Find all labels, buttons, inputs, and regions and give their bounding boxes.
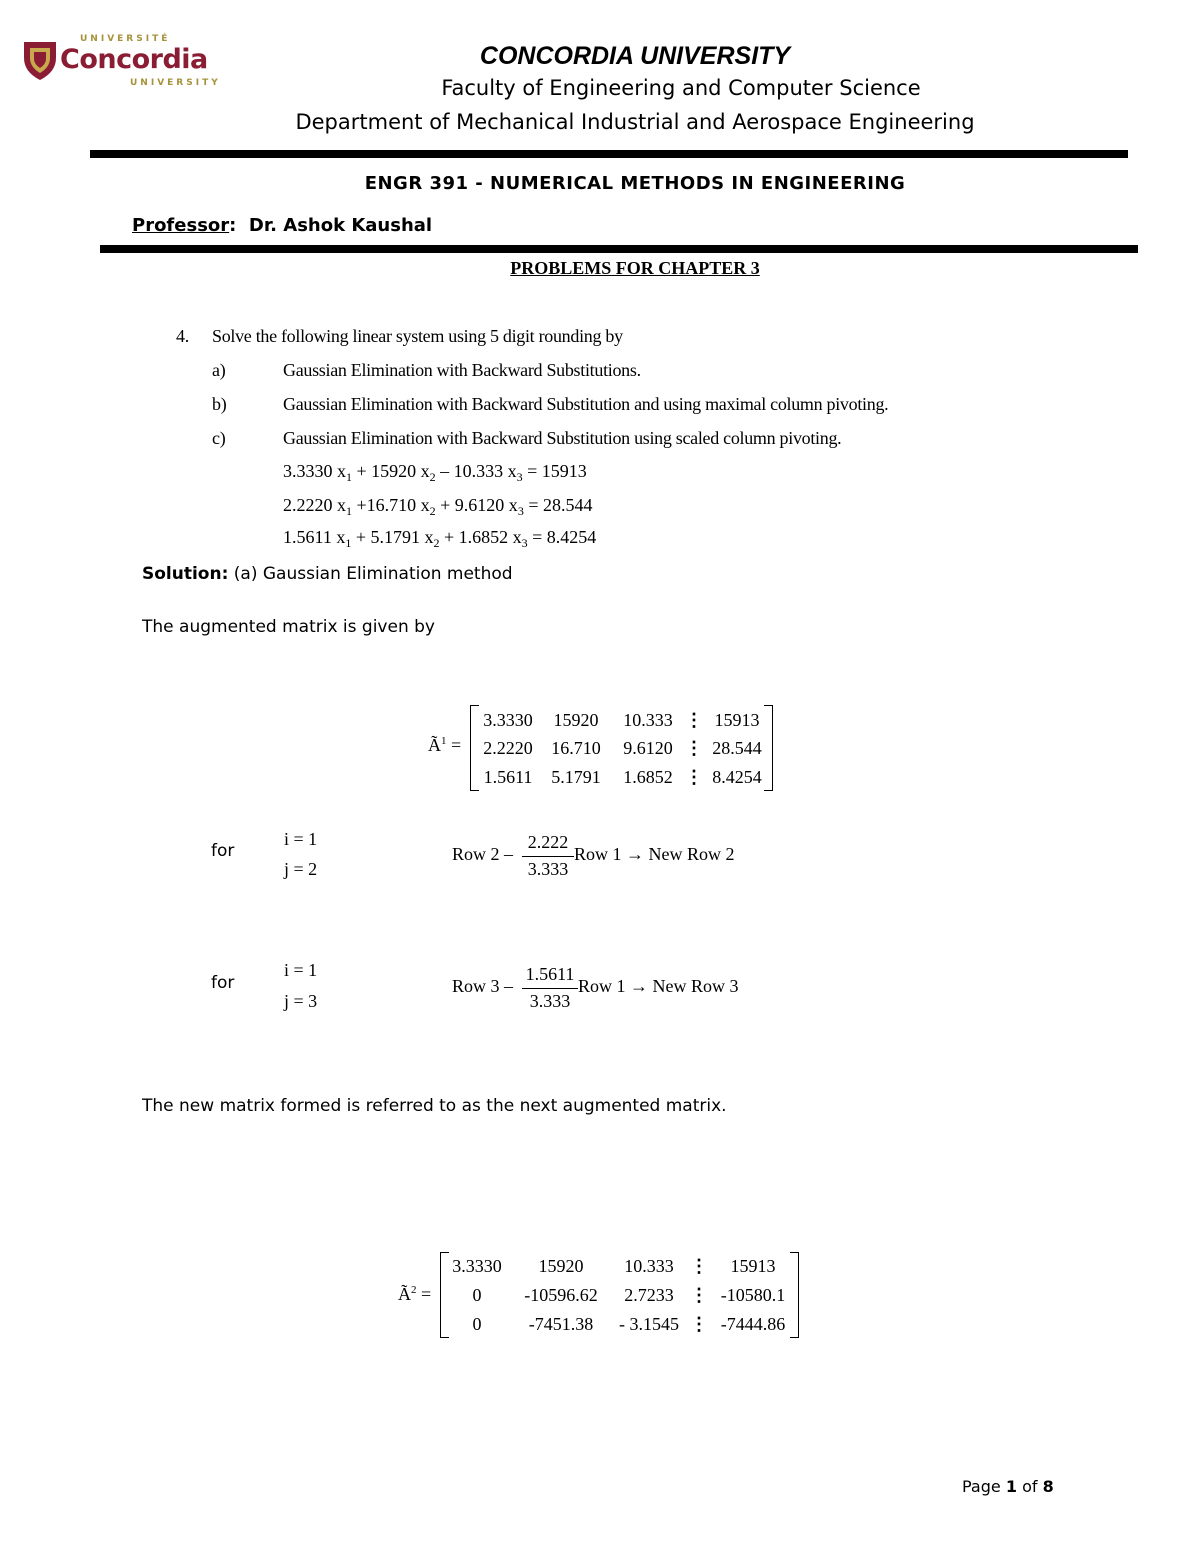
- augmented-intro: The augmented matrix is given by: [142, 617, 435, 637]
- m1-r3-c3: 1.6852: [623, 767, 673, 787]
- m2-r3-sep: ⋮: [690, 1314, 708, 1334]
- step1-for: for: [211, 841, 235, 861]
- next-matrix-text: The new matrix formed is referred to as the next augmented matrix.: [142, 1096, 727, 1116]
- university-title: CONCORDIA UNIVERSITY: [479, 42, 791, 70]
- solution-label: Solution:: [142, 564, 229, 584]
- m1-r3-sep: ⋮: [685, 767, 703, 787]
- m2-r1-c3: 10.333: [624, 1256, 674, 1276]
- step2-operation: [452, 964, 772, 1016]
- professor-sep: :: [229, 215, 237, 236]
- problem-number: 4.: [176, 326, 189, 346]
- equation-1: 3.3330 $x_1 + 15920$ $x_2 - 10.333$ $x_3 = 15913$: [283, 461, 587, 484]
- m2-r1-sep: ⋮: [690, 1256, 708, 1276]
- step2-post: Row 1 → New Row 3: [578, 976, 739, 996]
- solution-heading: [142, 564, 513, 584]
- equation-3: 1.5611 $x_1 + 5.1791$ $x_2 + 1.6852$ $x_3 = 8.4254$: [283, 527, 597, 550]
- m1-r1-sep: ⋮: [685, 710, 703, 730]
- step1-operation: [452, 832, 762, 884]
- part-c-text: Gaussian Elimination with Backward Substitution using scaled column pivoting.: [283, 428, 842, 448]
- step1-j: j = 2: [284, 859, 318, 879]
- m1-r1-c4: 15913: [714, 710, 760, 730]
- footer-total-pages: 8: [1042, 1477, 1054, 1496]
- part-a-label: a): [212, 360, 226, 380]
- m2-r2-c2: -10596.62: [524, 1285, 598, 1305]
- step1-i: i = 1: [284, 829, 318, 849]
- m2-r1-c1: 3.3330: [452, 1256, 502, 1276]
- course-rule: [100, 245, 1138, 253]
- footer-page-num: 1: [1005, 1477, 1017, 1496]
- m2-r2-c4: -10580.1: [720, 1285, 786, 1305]
- equation-2: 2.2220 $x_1 +16.710$ $x_2 + 9.6120$ $x_3 = 28.544$: [283, 495, 593, 518]
- m1-r1-c2: 15920: [553, 710, 599, 730]
- step2-fraction-bar: [522, 988, 578, 989]
- logo-bottom-text: UNIVERSITY: [130, 78, 221, 88]
- professor-line: [132, 215, 432, 236]
- augmented-matrix-1: [428, 705, 788, 793]
- faculty-name: Faculty of Engineering and Computer Science: [441, 76, 921, 100]
- footer-page-word: Page: [962, 1477, 1001, 1496]
- m1-r2-c4: 28.544: [712, 738, 762, 758]
- department-name: Department of Mechanical Industrial and Aerospace Engineering: [295, 110, 975, 134]
- matrix1-label: $Ã^1$ =: [428, 735, 462, 755]
- step2-pre: Row 3 –: [452, 976, 514, 996]
- m2-r1-c2: 15920: [538, 1256, 584, 1276]
- step1-numerator: 2.222: [527, 832, 569, 852]
- m1-r2-c3: 9.6120: [623, 738, 673, 758]
- part-c-label: c): [212, 428, 226, 448]
- m1-r2-c2: 16.710: [551, 738, 601, 758]
- step2-denominator: 3.333: [529, 991, 571, 1011]
- step2-numerator: 1.5611: [525, 964, 575, 984]
- step1-fraction-bar: [522, 856, 574, 857]
- step2-j: j = 3: [284, 991, 318, 1011]
- m1-r1-c3: 10.333: [623, 710, 673, 730]
- chapter-title: PROBLEMS FOR CHAPTER 3: [510, 258, 760, 278]
- logo-top-text: UNIVERSITÉ: [80, 34, 171, 44]
- step1-post: Row 1 → New Row 2: [574, 844, 735, 864]
- m1-r3-c2: 5.1791: [551, 767, 601, 787]
- m1-r2-sep: ⋮: [685, 738, 703, 758]
- augmented-matrix-2: [398, 1252, 808, 1342]
- m2-r2-c3: 2.7233: [624, 1285, 674, 1305]
- m1-r3-c1: 1.5611: [483, 767, 533, 787]
- problem-statement: Solve the following linear system using 5 digit rounding by: [212, 326, 623, 346]
- m2-r2-c1: 0: [472, 1285, 482, 1305]
- solution-method: (a) Gaussian Elimination method: [228, 564, 513, 584]
- m2-r1-c4: 15913: [730, 1256, 776, 1276]
- logo-name: Concordia: [60, 44, 208, 75]
- m1-r1-c1: 3.3330: [483, 710, 533, 730]
- m2-r3-c2: -7451.38: [528, 1314, 594, 1334]
- part-b-text: Gaussian Elimination with Backward Substitution and using maximal column pivoting.: [283, 394, 889, 414]
- footer-of-word: of: [1022, 1477, 1038, 1496]
- m1-r2-c1: 2.2220: [483, 738, 533, 758]
- step2-for: for: [211, 973, 235, 993]
- course-title: ENGR 391 - NUMERICAL METHODS IN ENGINEERING: [364, 173, 906, 194]
- header-rule: [90, 150, 1128, 158]
- step2-i: i = 1: [284, 960, 318, 980]
- step1-pre: Row 2 –: [452, 844, 514, 864]
- m2-r3-c3: - 3.1545: [619, 1314, 679, 1334]
- matrix2-label: $Ã^2$ =: [398, 1284, 432, 1304]
- m1-r3-c4: 8.4254: [712, 767, 762, 787]
- professor-name: Dr. Ashok Kaushal: [248, 215, 433, 236]
- part-b-label: b): [212, 394, 227, 414]
- m2-r3-c1: 0: [472, 1314, 482, 1334]
- m2-r2-sep: ⋮: [690, 1285, 708, 1305]
- step1-denominator: 3.333: [527, 859, 569, 879]
- professor-label: Professor: [132, 215, 230, 236]
- page-footer: [962, 1477, 1054, 1496]
- part-a-text: Gaussian Elimination with Backward Substitutions.: [283, 360, 641, 380]
- m2-r3-c4: -7444.86: [720, 1314, 786, 1334]
